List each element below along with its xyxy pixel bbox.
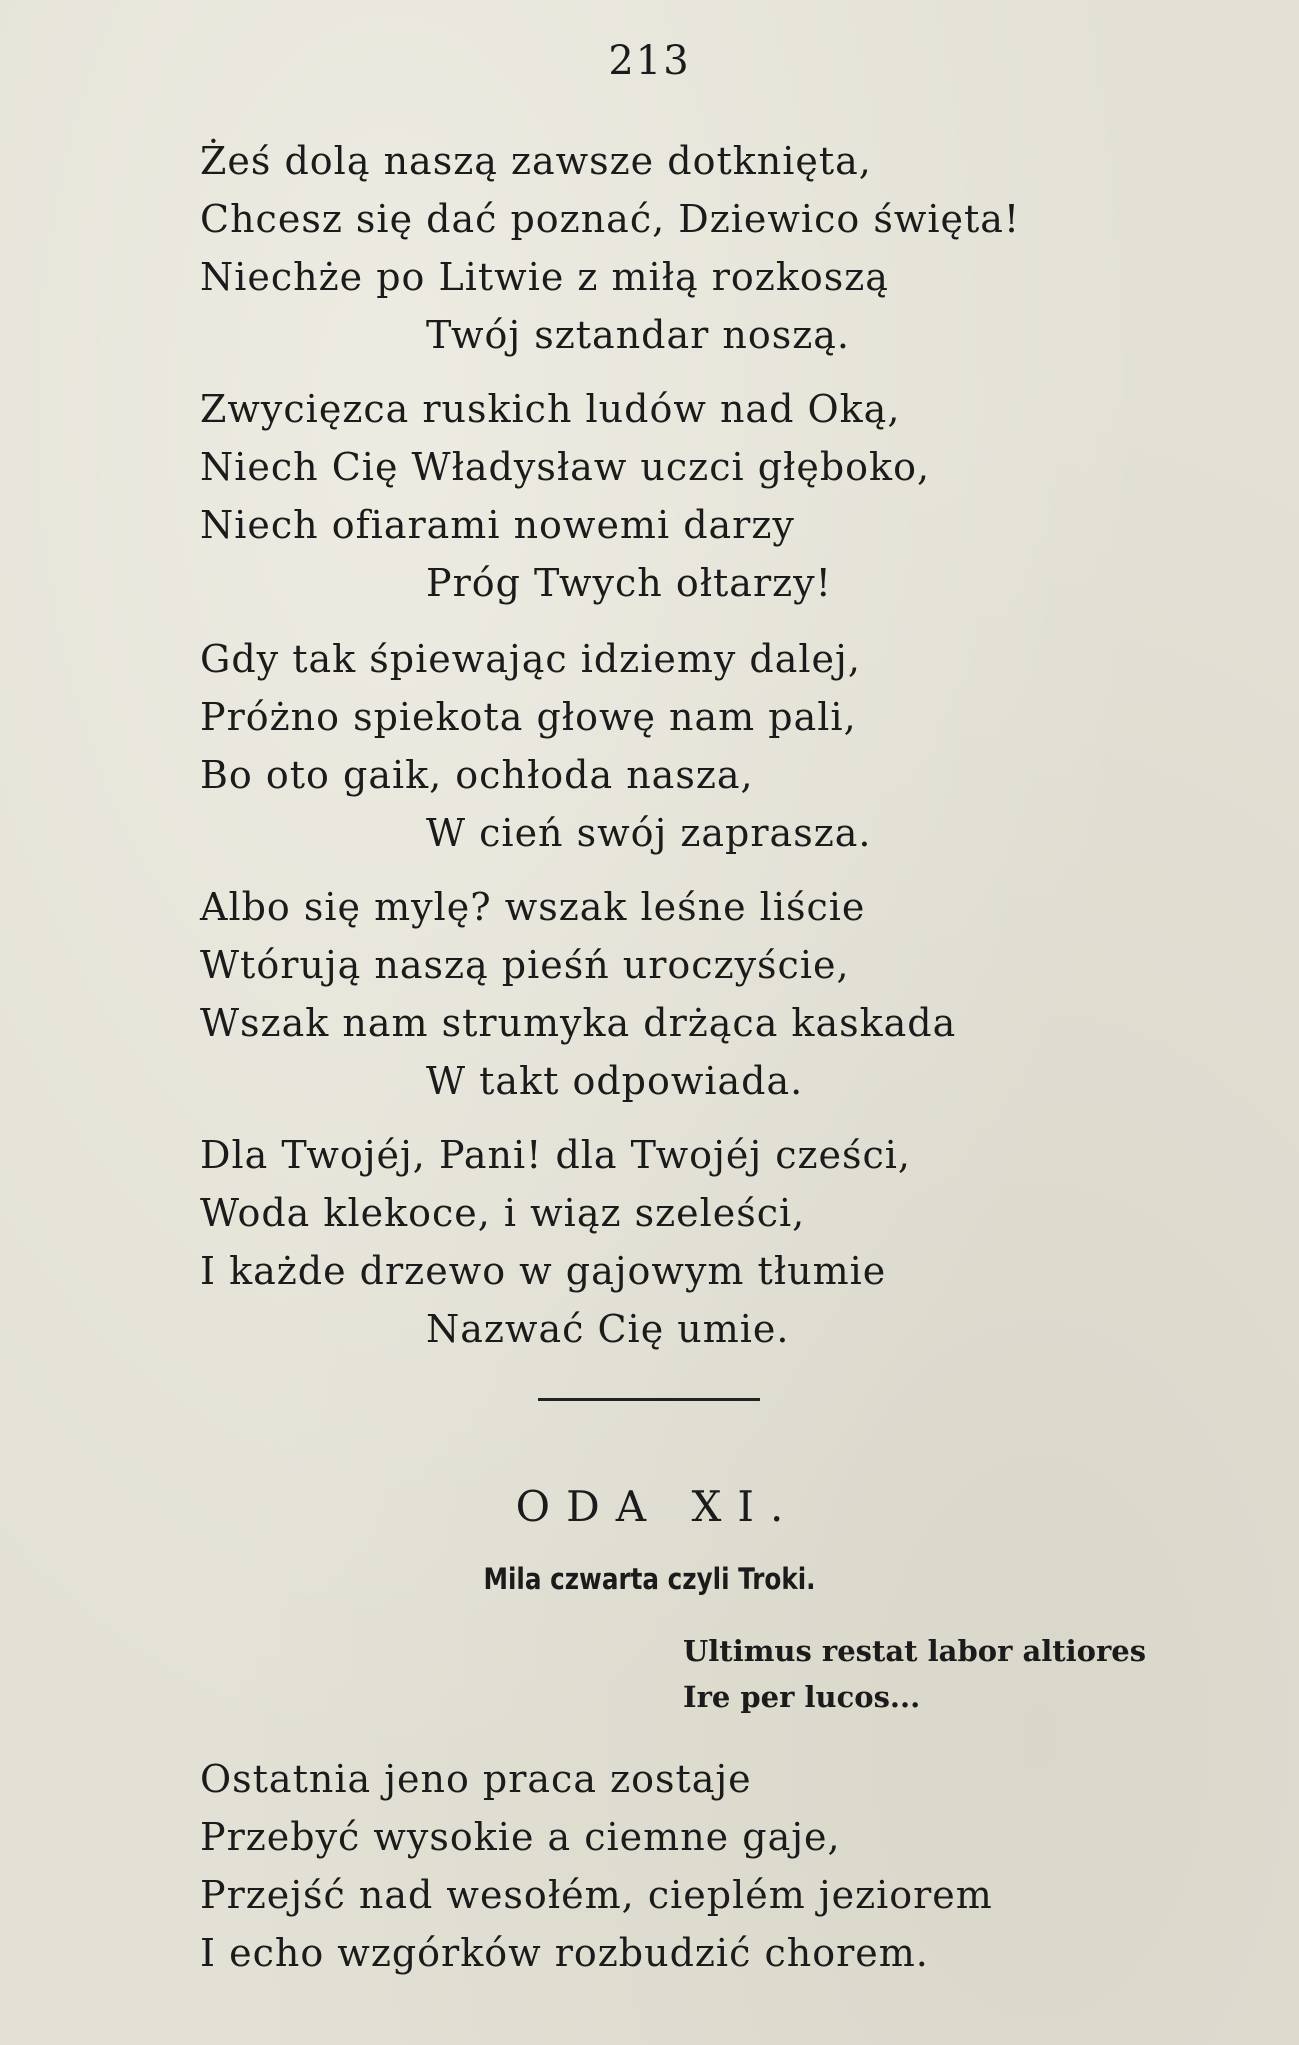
verse-line: Nazwać Cię umie.: [426, 1307, 790, 1351]
verse-line: Albo się mylę? wszak leśne liście: [200, 885, 866, 929]
epigraph-line: Ultimus restat labor altiores: [683, 1634, 1147, 1668]
ode-title: ODA XI.: [515, 1482, 800, 1531]
verse-line: I echo wzgórków rozbudzić chorem.: [200, 1931, 929, 1975]
verse-line: Gdy tak śpiewając idziemy dalej,: [200, 637, 861, 681]
verse-line: Próg Twych ołtarzy!: [426, 561, 832, 605]
verse-line: Wtórują naszą pieśń uroczyście,: [200, 943, 850, 987]
verse-line: I każde drzewo w gajowym tłumie: [200, 1249, 887, 1293]
verse-line: Niechże po Litwie z miłą rozkoszą: [200, 255, 889, 299]
verse-line: W cień swój zaprasza.: [426, 811, 872, 855]
verse-line: Bo oto gaik, ochłoda nasza,: [200, 753, 754, 797]
verse-line: Dla Twojéj, Pani! dla Twojéj cześci,: [200, 1133, 912, 1177]
verse-line: Zwycięzca ruskich ludów nad Oką,: [200, 387, 901, 431]
ode-stanza-1: [200, 1750, 993, 1982]
verse-line: Twój sztandar noszą.: [426, 313, 851, 357]
stanza-1: [200, 132, 1020, 364]
verse-line: Niech Cię Władysław uczci głęboko,: [200, 445, 931, 489]
stanza-4: [200, 878, 956, 1110]
verse-line: W takt odpowiada.: [426, 1059, 804, 1103]
verse-line: Przebyć wysokie a ciemne gaje,: [200, 1815, 841, 1859]
verse-line: Chcesz się dać poznać, Dziewico święta!: [200, 197, 1021, 241]
stanza-3: [200, 630, 871, 862]
verse-line: Ostatnia jeno praca zostaje: [200, 1757, 752, 1801]
ode-subtitle: Mila czwarta czyli Troki.: [483, 1562, 816, 1596]
stanza-5: [200, 1126, 911, 1358]
verse-line: Wszak nam strumyka drżąca kaskada: [200, 1001, 957, 1045]
epigraph: [683, 1628, 1146, 1720]
verse-line: Niech ofiarami nowemi darzy: [200, 503, 795, 547]
epigraph-line: Ire per lucos...: [683, 1680, 921, 1714]
page-number: 213: [608, 38, 691, 84]
verse-line: Próżno spiekota głowę nam pali,: [200, 695, 857, 739]
section-divider: [538, 1398, 760, 1401]
stanza-2: [200, 380, 930, 612]
verse-line: Przejść nad wesołém, cieplém jeziorem: [200, 1873, 993, 1917]
verse-line: Żeś dolą naszą zawsze dotknięta,: [200, 139, 872, 183]
verse-line: Woda klekoce, i wiąz szeleści,: [200, 1191, 806, 1235]
